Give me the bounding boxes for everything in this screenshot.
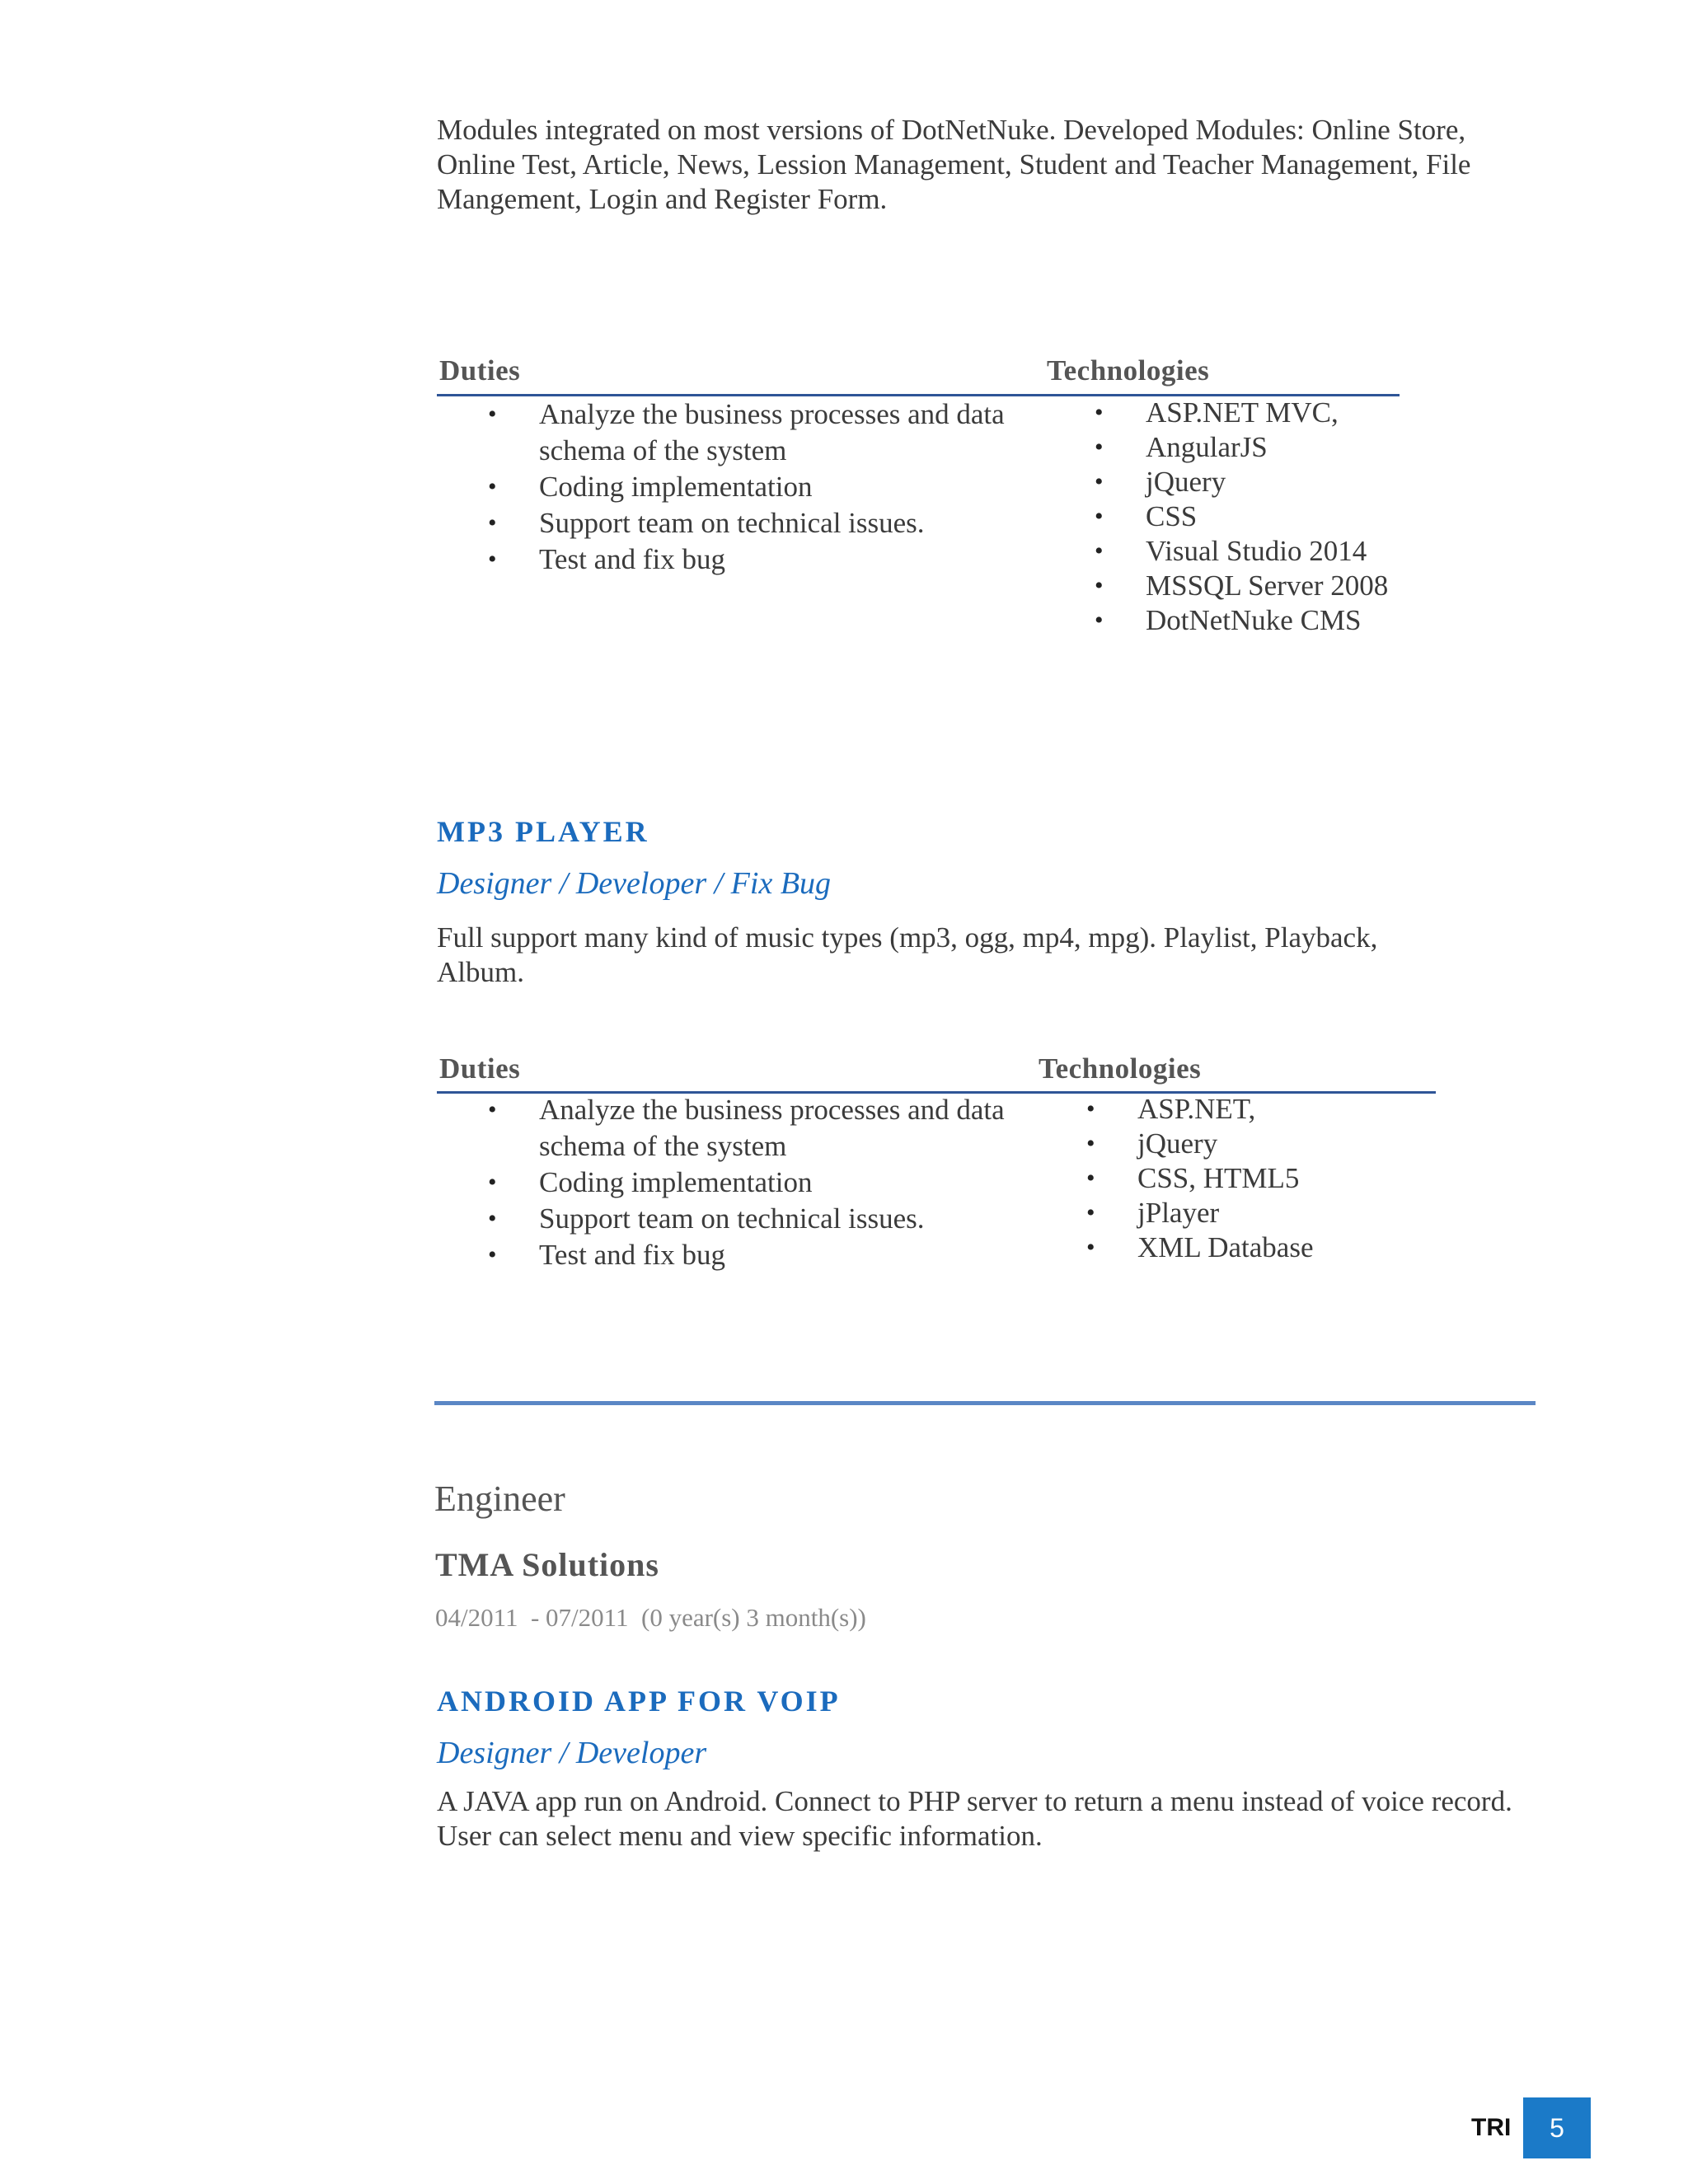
project-description: Full support many kind of music types (mp3, ogg, mp4, mpg). Playlist, Playback, Album.: [437, 921, 1378, 988]
technologies-list: [1095, 396, 1400, 638]
job-dates: 04/2011 - 07/2011 (0 year(s) 3 month(s)): [435, 1603, 866, 1632]
intro-paragraph: Modules integrated on most versions of DotNetNuke. Developed Modules: Online Store, Online Test, Article, News, Lession Management, Student and Teacher Management, File Mangement, Login and Register Form.: [437, 114, 1471, 215]
section-separator: [434, 1401, 1536, 1405]
job-title: Engineer: [434, 1479, 565, 1519]
duties-header: Duties: [439, 354, 521, 387]
technologies-list: [1086, 1092, 1432, 1265]
list-item: • Test and fix bug: [488, 541, 1040, 578]
list-item: • ASP.NET,: [1086, 1092, 1432, 1127]
list-item: • jPlayer: [1086, 1196, 1432, 1230]
page-number: 5: [1523, 2097, 1591, 2158]
list-item: • Coding implementation: [488, 469, 1040, 505]
list-item: • AngularJS: [1095, 430, 1400, 465]
duties-list: [488, 1092, 1040, 1273]
list-item: • ASP.NET MVC,: [1095, 396, 1400, 430]
list-item: • jQuery: [1095, 465, 1400, 499]
list-item: • XML Database: [1086, 1230, 1432, 1265]
technologies-header: Technologies: [1047, 354, 1210, 387]
project-title: MP3 PLAYER: [437, 815, 649, 848]
list-item: • DotNetNuke CMS: [1095, 603, 1400, 638]
technologies-header: Technologies: [1039, 1052, 1202, 1085]
project-role: Designer / Developer: [437, 1736, 707, 1770]
list-item: • Visual Studio 2014: [1095, 534, 1400, 569]
list-item: • CSS: [1095, 499, 1400, 534]
list-item: • Test and fix bug: [488, 1237, 1040, 1273]
footer-name: TRI: [1471, 2114, 1512, 2141]
list-item: • Support team on technical issues.: [488, 505, 1040, 541]
list-item: • Analyze the business processes and data schema of the system: [488, 396, 1040, 469]
list-item: • CSS, HTML5: [1086, 1161, 1432, 1196]
list-item: • Coding implementation: [488, 1165, 1040, 1201]
project-title: ANDROID APP FOR VOIP: [437, 1685, 841, 1718]
company-name: TMA Solutions: [435, 1546, 659, 1583]
project-role: Designer / Developer / Fix Bug: [437, 866, 832, 901]
list-item: • Support team on technical issues.: [488, 1201, 1040, 1237]
list-item: • MSSQL Server 2008: [1095, 569, 1400, 603]
list-item: • jQuery: [1086, 1127, 1432, 1161]
project-description: A JAVA app run on Android. Connect to PHP server to return a menu instead of voice record. User can select menu and view specific information.: [437, 1785, 1512, 1852]
duties-list: [488, 396, 1040, 578]
list-item: • Analyze the business processes and data schema of the system: [488, 1092, 1040, 1165]
duties-header: Duties: [439, 1052, 521, 1085]
